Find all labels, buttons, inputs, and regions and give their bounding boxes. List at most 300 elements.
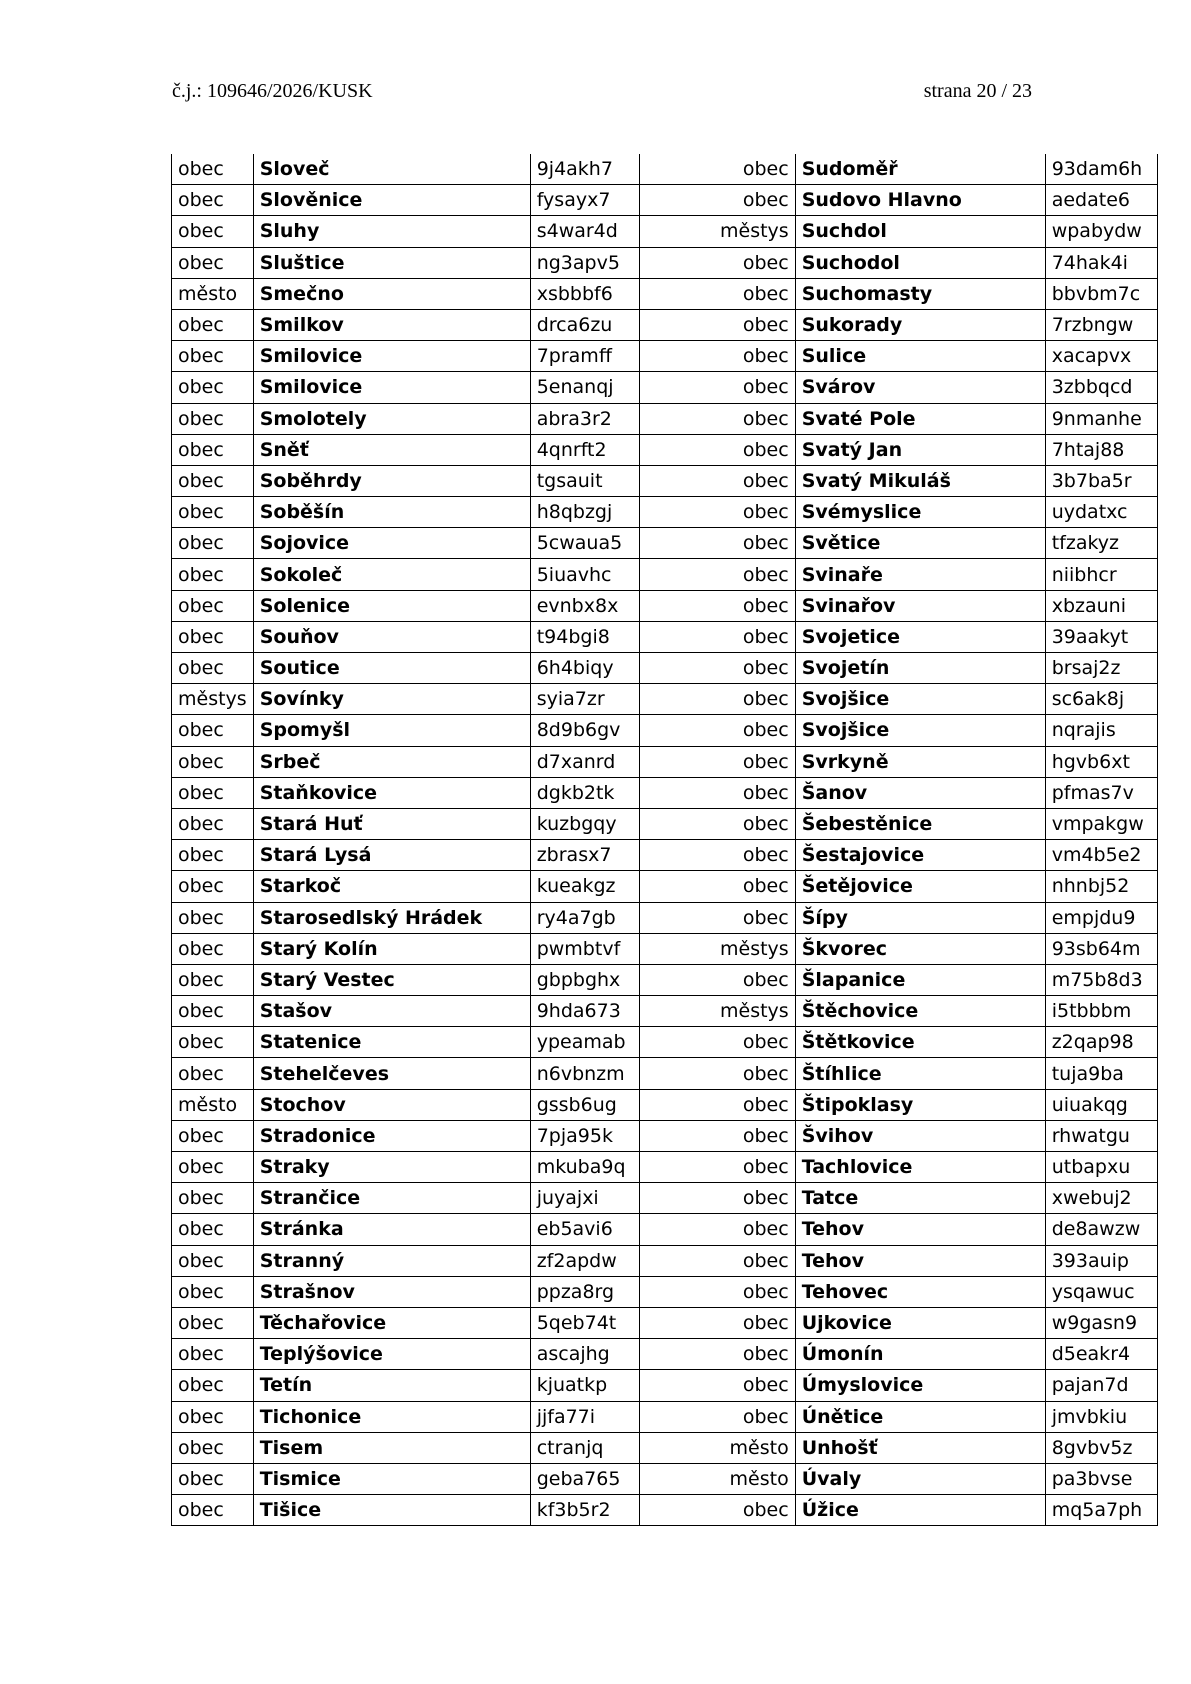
type-cell: obec	[172, 247, 254, 278]
type-cell: obec	[639, 902, 795, 933]
name-cell: Tatce	[795, 1183, 1045, 1214]
code-cell: nhnbj52	[1045, 871, 1157, 902]
type-cell: obec	[639, 1058, 795, 1089]
reference-number: č.j.: 109646/2026/KUSK	[172, 80, 373, 102]
type-cell: obec	[172, 1401, 254, 1432]
type-cell: město	[639, 1432, 795, 1463]
name-cell: Slověnice	[253, 185, 530, 216]
table-row	[172, 341, 1158, 372]
type-cell: obec	[172, 653, 254, 684]
type-cell: obec	[639, 247, 795, 278]
code-cell: eb5avi6	[530, 1214, 639, 1245]
table-row	[172, 1183, 1158, 1214]
type-cell: obec	[639, 309, 795, 340]
code-cell: utbapxu	[1045, 1152, 1157, 1183]
type-cell: obec	[639, 777, 795, 808]
name-cell: Sudovo Hlavno	[795, 185, 1045, 216]
name-cell: Sukorady	[795, 309, 1045, 340]
name-cell: Svémyslice	[795, 497, 1045, 528]
code-cell: kuzbgqy	[530, 808, 639, 839]
type-cell: obec	[639, 559, 795, 590]
type-cell: obec	[639, 653, 795, 684]
code-cell: pa3bvse	[1045, 1463, 1157, 1494]
name-cell: Strašnov	[253, 1276, 530, 1307]
name-cell: Stará Lysá	[253, 840, 530, 871]
name-cell: Straky	[253, 1152, 530, 1183]
type-cell: obec	[172, 185, 254, 216]
type-cell: obec	[639, 403, 795, 434]
name-cell: Stochov	[253, 1089, 530, 1120]
type-cell: obec	[172, 1432, 254, 1463]
code-cell: pfmas7v	[1045, 777, 1157, 808]
name-cell: Stradonice	[253, 1120, 530, 1151]
name-cell: Soutice	[253, 653, 530, 684]
type-cell: obec	[639, 497, 795, 528]
type-cell: obec	[639, 1339, 795, 1370]
table-row	[172, 1463, 1158, 1494]
type-cell: obec	[639, 1214, 795, 1245]
name-cell: Sokoleč	[253, 559, 530, 590]
name-cell: Úmyslovice	[795, 1370, 1045, 1401]
code-cell: 7rzbngw	[1045, 309, 1157, 340]
code-cell: tuja9ba	[1045, 1058, 1157, 1089]
type-cell: městys	[172, 684, 254, 715]
name-cell: Soběšín	[253, 497, 530, 528]
name-cell: Starosedlský Hrádek	[253, 902, 530, 933]
type-cell: obec	[639, 746, 795, 777]
name-cell: Smečno	[253, 278, 530, 309]
code-cell: rhwatgu	[1045, 1120, 1157, 1151]
name-cell: Tišice	[253, 1495, 530, 1526]
code-cell: nqrajis	[1045, 715, 1157, 746]
type-cell: obec	[639, 465, 795, 496]
name-cell: Sloveč	[253, 154, 530, 185]
table-row	[172, 185, 1158, 216]
code-cell: gssb6ug	[530, 1089, 639, 1120]
table-row	[172, 309, 1158, 340]
table-row	[172, 871, 1158, 902]
name-cell: Svojetín	[795, 653, 1045, 684]
name-cell: Svatý Jan	[795, 434, 1045, 465]
code-cell: kjuatkp	[530, 1370, 639, 1401]
name-cell: Stránka	[253, 1214, 530, 1245]
type-cell: obec	[639, 528, 795, 559]
code-cell: 8d9b6gv	[530, 715, 639, 746]
name-cell: Smilkov	[253, 309, 530, 340]
table-row	[172, 621, 1158, 652]
name-cell: Sluhy	[253, 216, 530, 247]
table-row	[172, 996, 1158, 1027]
code-cell: abra3r2	[530, 403, 639, 434]
code-cell: tgsauit	[530, 465, 639, 496]
table-row	[172, 465, 1158, 496]
name-cell: Souňov	[253, 621, 530, 652]
type-cell: obec	[172, 746, 254, 777]
code-cell: ascajhg	[530, 1339, 639, 1370]
type-cell: obec	[172, 1214, 254, 1245]
name-cell: Úvaly	[795, 1463, 1045, 1494]
type-cell: obec	[172, 1027, 254, 1058]
code-cell: 74hak4i	[1045, 247, 1157, 278]
table-body	[172, 154, 1158, 1526]
name-cell: Svatý Mikuláš	[795, 465, 1045, 496]
type-cell: obec	[639, 434, 795, 465]
code-cell: 7pja95k	[530, 1120, 639, 1151]
type-cell: obec	[639, 871, 795, 902]
name-cell: Sudoměř	[795, 154, 1045, 185]
name-cell: Stranný	[253, 1245, 530, 1276]
name-cell: Šetějovice	[795, 871, 1045, 902]
code-cell: pwmbtvf	[530, 933, 639, 964]
code-cell: 5qeb74t	[530, 1307, 639, 1338]
code-cell: 7pramff	[530, 341, 639, 372]
type-cell: obec	[172, 403, 254, 434]
type-cell: obec	[639, 185, 795, 216]
code-cell: xsbbbf6	[530, 278, 639, 309]
table-row	[172, 1214, 1158, 1245]
type-cell: obec	[172, 1276, 254, 1307]
code-cell: s4war4d	[530, 216, 639, 247]
name-cell: Šanov	[795, 777, 1045, 808]
table-row	[172, 964, 1158, 995]
type-cell: obec	[639, 1245, 795, 1276]
type-cell: obec	[639, 1089, 795, 1120]
code-cell: 9nmanhe	[1045, 403, 1157, 434]
code-cell: wpabydw	[1045, 216, 1157, 247]
code-cell: dgkb2tk	[530, 777, 639, 808]
type-cell: obec	[172, 1120, 254, 1151]
type-cell: obec	[172, 216, 254, 247]
table-row	[172, 746, 1158, 777]
code-cell: de8awzw	[1045, 1214, 1157, 1245]
name-cell: Stará Huť	[253, 808, 530, 839]
code-cell: ng3apv5	[530, 247, 639, 278]
name-cell: Svojšice	[795, 684, 1045, 715]
code-cell: 93sb64m	[1045, 933, 1157, 964]
type-cell: obec	[639, 684, 795, 715]
name-cell: Strančice	[253, 1183, 530, 1214]
name-cell: Úžice	[795, 1495, 1045, 1526]
table-row	[172, 777, 1158, 808]
code-cell: uiuakqg	[1045, 1089, 1157, 1120]
name-cell: Svinaře	[795, 559, 1045, 590]
name-cell: Sněť	[253, 434, 530, 465]
type-cell: obec	[172, 1307, 254, 1338]
name-cell: Smolotely	[253, 403, 530, 434]
type-cell: město	[172, 278, 254, 309]
name-cell: Sojovice	[253, 528, 530, 559]
code-cell: geba765	[530, 1463, 639, 1494]
type-cell: obec	[172, 309, 254, 340]
type-cell: obec	[639, 1120, 795, 1151]
code-cell: 7htaj88	[1045, 434, 1157, 465]
type-cell: obec	[172, 1339, 254, 1370]
code-cell: zf2apdw	[530, 1245, 639, 1276]
code-cell: h8qbzgj	[530, 497, 639, 528]
table-row	[172, 684, 1158, 715]
code-cell: 6h4biqy	[530, 653, 639, 684]
table-row	[172, 902, 1158, 933]
code-cell: tfzakyz	[1045, 528, 1157, 559]
type-cell: obec	[172, 465, 254, 496]
type-cell: obec	[172, 154, 254, 185]
type-cell: obec	[172, 840, 254, 871]
name-cell: Starý Vestec	[253, 964, 530, 995]
name-cell: Spomyšl	[253, 715, 530, 746]
code-cell: n6vbnzm	[530, 1058, 639, 1089]
name-cell: Teplýšovice	[253, 1339, 530, 1370]
name-cell: Tehov	[795, 1245, 1045, 1276]
name-cell: Svrkyně	[795, 746, 1045, 777]
code-cell: mq5a7ph	[1045, 1495, 1157, 1526]
type-cell: obec	[639, 278, 795, 309]
name-cell: Svaté Pole	[795, 403, 1045, 434]
table-row	[172, 372, 1158, 403]
type-cell: obec	[172, 1495, 254, 1526]
table-row	[172, 1432, 1158, 1463]
table-row	[172, 497, 1158, 528]
type-cell: obec	[172, 808, 254, 839]
table-row	[172, 1276, 1158, 1307]
type-cell: městys	[639, 933, 795, 964]
table-row	[172, 528, 1158, 559]
type-cell: obec	[172, 497, 254, 528]
name-cell: Staňkovice	[253, 777, 530, 808]
name-cell: Úmonín	[795, 1339, 1045, 1370]
code-cell: mkuba9q	[530, 1152, 639, 1183]
type-cell: obec	[639, 808, 795, 839]
code-cell: jjfa77i	[530, 1401, 639, 1432]
name-cell: Smilovice	[253, 341, 530, 372]
table-row	[172, 216, 1158, 247]
code-cell: 3b7ba5r	[1045, 465, 1157, 496]
name-cell: Suchdol	[795, 216, 1045, 247]
type-cell: městys	[639, 216, 795, 247]
name-cell: Statenice	[253, 1027, 530, 1058]
table-row	[172, 1120, 1158, 1151]
code-cell: 9j4akh7	[530, 154, 639, 185]
type-cell: obec	[172, 372, 254, 403]
type-cell: obec	[639, 1276, 795, 1307]
code-cell: evnbx8x	[530, 590, 639, 621]
type-cell: obec	[172, 777, 254, 808]
name-cell: Solenice	[253, 590, 530, 621]
code-cell: aedate6	[1045, 185, 1157, 216]
code-cell: d5eakr4	[1045, 1339, 1157, 1370]
type-cell: město	[172, 1089, 254, 1120]
code-cell: jmvbkiu	[1045, 1401, 1157, 1432]
type-cell: obec	[639, 1495, 795, 1526]
code-cell: 8gvbv5z	[1045, 1432, 1157, 1463]
type-cell: obec	[172, 996, 254, 1027]
name-cell: Světice	[795, 528, 1045, 559]
type-cell: obec	[172, 964, 254, 995]
code-cell: 5iuavhc	[530, 559, 639, 590]
code-cell: xacapvx	[1045, 341, 1157, 372]
type-cell: obec	[639, 621, 795, 652]
name-cell: Šestajovice	[795, 840, 1045, 871]
name-cell: Škvorec	[795, 933, 1045, 964]
code-cell: xwebuj2	[1045, 1183, 1157, 1214]
code-cell: fysayx7	[530, 185, 639, 216]
code-cell: 393auip	[1045, 1245, 1157, 1276]
table-row	[172, 154, 1158, 185]
code-cell: d7xanrd	[530, 746, 639, 777]
table-row	[172, 1058, 1158, 1089]
code-cell: 5enanqj	[530, 372, 639, 403]
code-cell: 3zbbqcd	[1045, 372, 1157, 403]
type-cell: obec	[172, 590, 254, 621]
name-cell: Tachlovice	[795, 1152, 1045, 1183]
name-cell: Suchomasty	[795, 278, 1045, 309]
table-row	[172, 715, 1158, 746]
type-cell: obec	[172, 559, 254, 590]
name-cell: Suchodol	[795, 247, 1045, 278]
type-cell: obec	[639, 1183, 795, 1214]
code-cell: juyajxi	[530, 1183, 639, 1214]
table-row	[172, 278, 1158, 309]
name-cell: Tisem	[253, 1432, 530, 1463]
name-cell: Tehov	[795, 1214, 1045, 1245]
type-cell: obec	[172, 1463, 254, 1494]
name-cell: Svojetice	[795, 621, 1045, 652]
municipality-table	[171, 154, 1158, 1526]
type-cell: obec	[639, 1027, 795, 1058]
code-cell: zbrasx7	[530, 840, 639, 871]
type-cell: obec	[639, 840, 795, 871]
type-cell: obec	[172, 1152, 254, 1183]
name-cell: Svárov	[795, 372, 1045, 403]
name-cell: Smilovice	[253, 372, 530, 403]
table-row	[172, 403, 1158, 434]
code-cell: t94bgi8	[530, 621, 639, 652]
type-cell: obec	[172, 902, 254, 933]
code-cell: ppza8rg	[530, 1276, 639, 1307]
table-row	[172, 1089, 1158, 1120]
code-cell: uydatxc	[1045, 497, 1157, 528]
name-cell: Svojšice	[795, 715, 1045, 746]
table-row	[172, 1152, 1158, 1183]
type-cell: obec	[639, 590, 795, 621]
table-row	[172, 933, 1158, 964]
name-cell: Těchařovice	[253, 1307, 530, 1338]
type-cell: obec	[639, 1307, 795, 1338]
type-cell: městys	[639, 996, 795, 1027]
type-cell: obec	[172, 621, 254, 652]
name-cell: Sluštice	[253, 247, 530, 278]
code-cell: ry4a7gb	[530, 902, 639, 933]
code-cell: 39aakyt	[1045, 621, 1157, 652]
code-cell: ctranjq	[530, 1432, 639, 1463]
name-cell: Soběhrdy	[253, 465, 530, 496]
type-cell: obec	[172, 871, 254, 902]
table-row	[172, 1339, 1158, 1370]
name-cell: Šebestěnice	[795, 808, 1045, 839]
type-cell: obec	[639, 1152, 795, 1183]
name-cell: Svinařov	[795, 590, 1045, 621]
table-row	[172, 1495, 1158, 1526]
type-cell: obec	[639, 1401, 795, 1432]
code-cell: i5tbbbm	[1045, 996, 1157, 1027]
name-cell: Unhošť	[795, 1432, 1045, 1463]
code-cell: z2qap98	[1045, 1027, 1157, 1058]
name-cell: Tetín	[253, 1370, 530, 1401]
type-cell: obec	[172, 933, 254, 964]
name-cell: Tismice	[253, 1463, 530, 1494]
code-cell: kueakgz	[530, 871, 639, 902]
name-cell: Stašov	[253, 996, 530, 1027]
type-cell: obec	[172, 434, 254, 465]
code-cell: 9hda673	[530, 996, 639, 1027]
type-cell: obec	[172, 1058, 254, 1089]
name-cell: Tehovec	[795, 1276, 1045, 1307]
name-cell: Štěchovice	[795, 996, 1045, 1027]
code-cell: pajan7d	[1045, 1370, 1157, 1401]
type-cell: obec	[639, 341, 795, 372]
table-row	[172, 840, 1158, 871]
name-cell: Štětkovice	[795, 1027, 1045, 1058]
name-cell: Ujkovice	[795, 1307, 1045, 1338]
code-cell: 4qnrft2	[530, 434, 639, 465]
table-row	[172, 1370, 1158, 1401]
code-cell: 93dam6h	[1045, 154, 1157, 185]
name-cell: Tichonice	[253, 1401, 530, 1432]
name-cell: Starkoč	[253, 871, 530, 902]
code-cell: ysqawuc	[1045, 1276, 1157, 1307]
table-row	[172, 590, 1158, 621]
code-cell: hgvb6xt	[1045, 746, 1157, 777]
type-cell: obec	[172, 528, 254, 559]
code-cell: bbvbm7c	[1045, 278, 1157, 309]
table-row	[172, 1027, 1158, 1058]
table-row	[172, 1307, 1158, 1338]
code-cell: drca6zu	[530, 309, 639, 340]
code-cell: sc6ak8j	[1045, 684, 1157, 715]
table-row	[172, 653, 1158, 684]
table-row	[172, 1245, 1158, 1276]
type-cell: město	[639, 1463, 795, 1494]
type-cell: obec	[639, 715, 795, 746]
code-cell: 5cwaua5	[530, 528, 639, 559]
table-row	[172, 1401, 1158, 1432]
name-cell: Šípy	[795, 902, 1045, 933]
type-cell: obec	[639, 154, 795, 185]
name-cell: Sulice	[795, 341, 1045, 372]
type-cell: obec	[639, 964, 795, 995]
code-cell: vmpakgw	[1045, 808, 1157, 839]
type-cell: obec	[639, 1370, 795, 1401]
name-cell: Šlapanice	[795, 964, 1045, 995]
code-cell: w9gasn9	[1045, 1307, 1157, 1338]
table-row	[172, 247, 1158, 278]
name-cell: Starý Kolín	[253, 933, 530, 964]
code-cell: m75b8d3	[1045, 964, 1157, 995]
table-row	[172, 808, 1158, 839]
name-cell: Sovínky	[253, 684, 530, 715]
code-cell: empjdu9	[1045, 902, 1157, 933]
type-cell: obec	[639, 372, 795, 403]
type-cell: obec	[172, 1245, 254, 1276]
name-cell: Únětice	[795, 1401, 1045, 1432]
code-cell: niibhcr	[1045, 559, 1157, 590]
name-cell: Štipoklasy	[795, 1089, 1045, 1120]
type-cell: obec	[172, 341, 254, 372]
table-row	[172, 559, 1158, 590]
code-cell: gbpbghx	[530, 964, 639, 995]
code-cell: syia7zr	[530, 684, 639, 715]
code-cell: kf3b5r2	[530, 1495, 639, 1526]
name-cell: Srbeč	[253, 746, 530, 777]
